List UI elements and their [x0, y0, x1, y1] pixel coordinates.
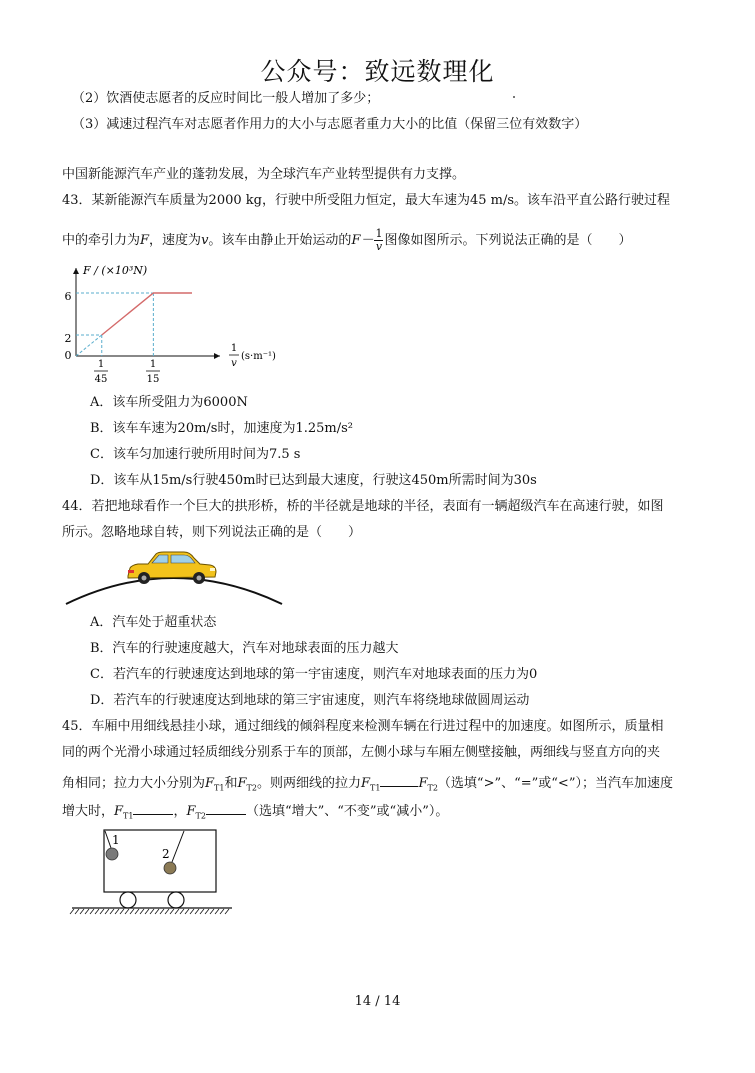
q45-line2: 同的两个光滑小球通过轻质细线分别系于车的顶部，左侧小球与车厢左侧壁接触，两细线与竖直方向的夹: [62, 745, 661, 760]
q44-line1: 44．若把地球看作一个巨大的拱形桥，桥的半径就是地球的半径，表面有一辆超级汽车在高速行驶，如图: [62, 499, 664, 514]
hatch-stroke: [80, 909, 84, 914]
q43-text-e: 图像如图所示。下列说法正确的是（ ）: [384, 233, 632, 248]
hatch-stroke: [220, 909, 224, 914]
q43-var-v: v: [201, 233, 209, 248]
q43-fraction: [374, 228, 383, 253]
q45-text-3d: （选填“>”、“=”或“<”）；当汽车加速度: [437, 776, 673, 791]
q44-option-c: C．若汽车的行驶速度达到地球的第一宇宙速度，则汽车对地球表面的压力为0: [90, 667, 538, 682]
car-icon: [128, 552, 216, 584]
x-tick-1-45-num: 1: [97, 359, 105, 370]
series-f-line: [102, 293, 192, 335]
hatch-stroke: [135, 909, 139, 914]
ball-1: [106, 848, 118, 860]
wheel-left: [120, 892, 136, 908]
hatch-stroke: [170, 909, 174, 914]
q45-text-3c: 。则两细线的拉力: [256, 776, 361, 791]
q43-option-a: A．该车所受阻力为6000N: [90, 395, 248, 410]
ground-hatching: [70, 909, 229, 914]
hatch-stroke: [150, 909, 154, 914]
hatch-stroke: [190, 909, 194, 914]
x-tick-1-15-den: 15: [146, 374, 160, 385]
hatch-stroke: [140, 909, 144, 914]
y-tick-6: 6: [64, 290, 72, 303]
q43-frac-num: 1: [375, 227, 383, 240]
page-number: 14 / 14: [354, 994, 401, 1009]
hatch-stroke: [145, 909, 149, 914]
hatch-stroke: [125, 909, 129, 914]
hatch-stroke: [105, 909, 109, 914]
q45-ft1: F: [205, 776, 215, 791]
hatch-stroke: [215, 909, 219, 914]
hatch-stroke: [185, 909, 189, 914]
q45-text-3b: 和: [224, 776, 238, 791]
guide-origin-extension: [76, 335, 102, 356]
q43-option-b: B．该车车速为20m/s时，加速度为1.25m/s²: [90, 421, 354, 436]
page-header-title: 公众号：致远数理化: [260, 57, 495, 86]
q43-option-d: D．该车从15m/s行驶450m时已达到最大速度，行驶这450m所需时间为30s: [90, 473, 537, 488]
hatch-stroke: [175, 909, 179, 914]
hatch-stroke: [85, 909, 89, 914]
y-axis-label: F / (×10³N): [83, 264, 148, 277]
q45-ft1-c: F: [114, 804, 124, 819]
q45-line4: [62, 800, 448, 826]
q45-answer-blank-2[interactable]: [133, 800, 173, 815]
car-taillight: [128, 570, 134, 573]
q45-text-4a: 增大时，: [62, 804, 115, 819]
hatch-stroke: [225, 909, 229, 914]
hatch-stroke: [100, 909, 104, 914]
q43-text-a: 中的牵引力为: [62, 233, 141, 248]
x-tick-1-45-den: 45: [94, 374, 108, 385]
ball-2-label: 2: [162, 847, 170, 861]
hatch-stroke: [130, 909, 134, 914]
q45-ft1-b: F: [360, 776, 371, 791]
q45-line3: [62, 772, 673, 798]
q45-text-3a: 角相同；拉力大小分别为: [62, 776, 206, 791]
q43-frac-den: v: [375, 240, 383, 253]
hatch-stroke: [75, 909, 79, 914]
hatch-stroke: [195, 909, 199, 914]
q45-ft2-b-sub: T2: [427, 783, 438, 793]
q45-text-4b: ，: [173, 804, 187, 819]
q45-ft1-c-sub: T1: [123, 811, 134, 821]
x-label-den: v: [231, 358, 237, 369]
q45-text-4c: （选填“增大”、“不变”或“减小”）。: [245, 804, 449, 819]
q45-answer-blank-1[interactable]: [380, 772, 418, 787]
q45-cart-pendulum-figure: [66, 826, 236, 918]
x-label-num: 1: [230, 343, 238, 354]
hatch-stroke: [155, 909, 159, 914]
section-intro: 中国新能源汽车产业的蓬勃发展，为全球汽车产业转型提供有力支撑。: [62, 167, 466, 182]
hatch-stroke: [205, 909, 209, 914]
q43-line2: [62, 228, 631, 253]
hatch-stroke: [90, 909, 94, 914]
q45-ft1-b-sub: T1: [370, 783, 381, 793]
cart-body: [104, 830, 216, 892]
hatch-stroke: [200, 909, 204, 914]
q44-option-d: D．若汽车的行驶速度达到地球的第三宇宙速度，则汽车将绕地球做圆周运动: [90, 693, 530, 708]
q43-line1: 43．某新能源汽车质量为2000 kg，行驶中所受阻力恒定，最大车速为45 m/s。该车沿平直公路行驶过程: [62, 193, 671, 208]
q45-answer-blank-3[interactable]: [206, 800, 246, 815]
stray-dot: [513, 96, 515, 98]
ball-2: [164, 862, 176, 874]
q45-ft2: F: [237, 776, 247, 791]
hatch-stroke: [180, 909, 184, 914]
q45-ft2-sub: T2: [246, 783, 257, 793]
q45-ft2-c: F: [186, 804, 196, 819]
q43-var-f: F: [140, 233, 150, 248]
q45-ft2-b: F: [418, 776, 428, 791]
q44-line2: 所示。忽略地球自转，则下列说法正确的是（ ）: [62, 525, 362, 540]
q44-earth-bridge-figure: [60, 544, 290, 608]
hatch-stroke: [70, 909, 74, 914]
q44-option-b: B．汽车的行驶速度越大，汽车对地球表面的压力越大: [90, 641, 399, 656]
hatch-stroke: [95, 909, 99, 914]
prev-question-sub2: （2）饮酒使志愿者的反应时间比一般人增加了多少；: [72, 91, 380, 106]
earth-surface-arc: [66, 578, 282, 604]
q43-option-c: C．该车匀加速行驶所用时间为7.5 s: [90, 447, 301, 462]
q43-f-v-graph: [60, 258, 300, 390]
hatch-stroke: [160, 909, 164, 914]
q43-text-b: ，速度为: [149, 233, 202, 248]
hatch-stroke: [110, 909, 114, 914]
hatch-stroke: [115, 909, 119, 914]
hatch-stroke: [120, 909, 124, 914]
q45-ft1-sub: T1: [214, 783, 225, 793]
q45-line1: 45．车厢中用细线悬挂小球，通过细线的倾斜程度来检测车辆在行进过程中的加速度。如图所示，质量相: [62, 719, 664, 734]
q43-text-c: 。该车由静止开始运动的: [208, 233, 352, 248]
x-label-unit: (s·m⁻¹): [241, 351, 276, 362]
q43-f-minus: F－: [351, 233, 374, 248]
ball-1-label: 1: [112, 833, 120, 847]
x-tick-1-15-num: 1: [149, 359, 157, 370]
wheel-right: [168, 892, 184, 908]
q45-ft2-c-sub: T2: [195, 811, 206, 821]
prev-question-sub3: （3）减速过程汽车对志愿者作用力的大小与志愿者重力大小的比值（保留三位有效数字）: [72, 117, 588, 132]
y-tick-0: 0: [64, 349, 72, 362]
y-tick-2: 2: [64, 332, 72, 345]
hatch-stroke: [165, 909, 169, 914]
q44-option-a: A．汽车处于超重状态: [90, 615, 217, 630]
hatch-stroke: [210, 909, 214, 914]
